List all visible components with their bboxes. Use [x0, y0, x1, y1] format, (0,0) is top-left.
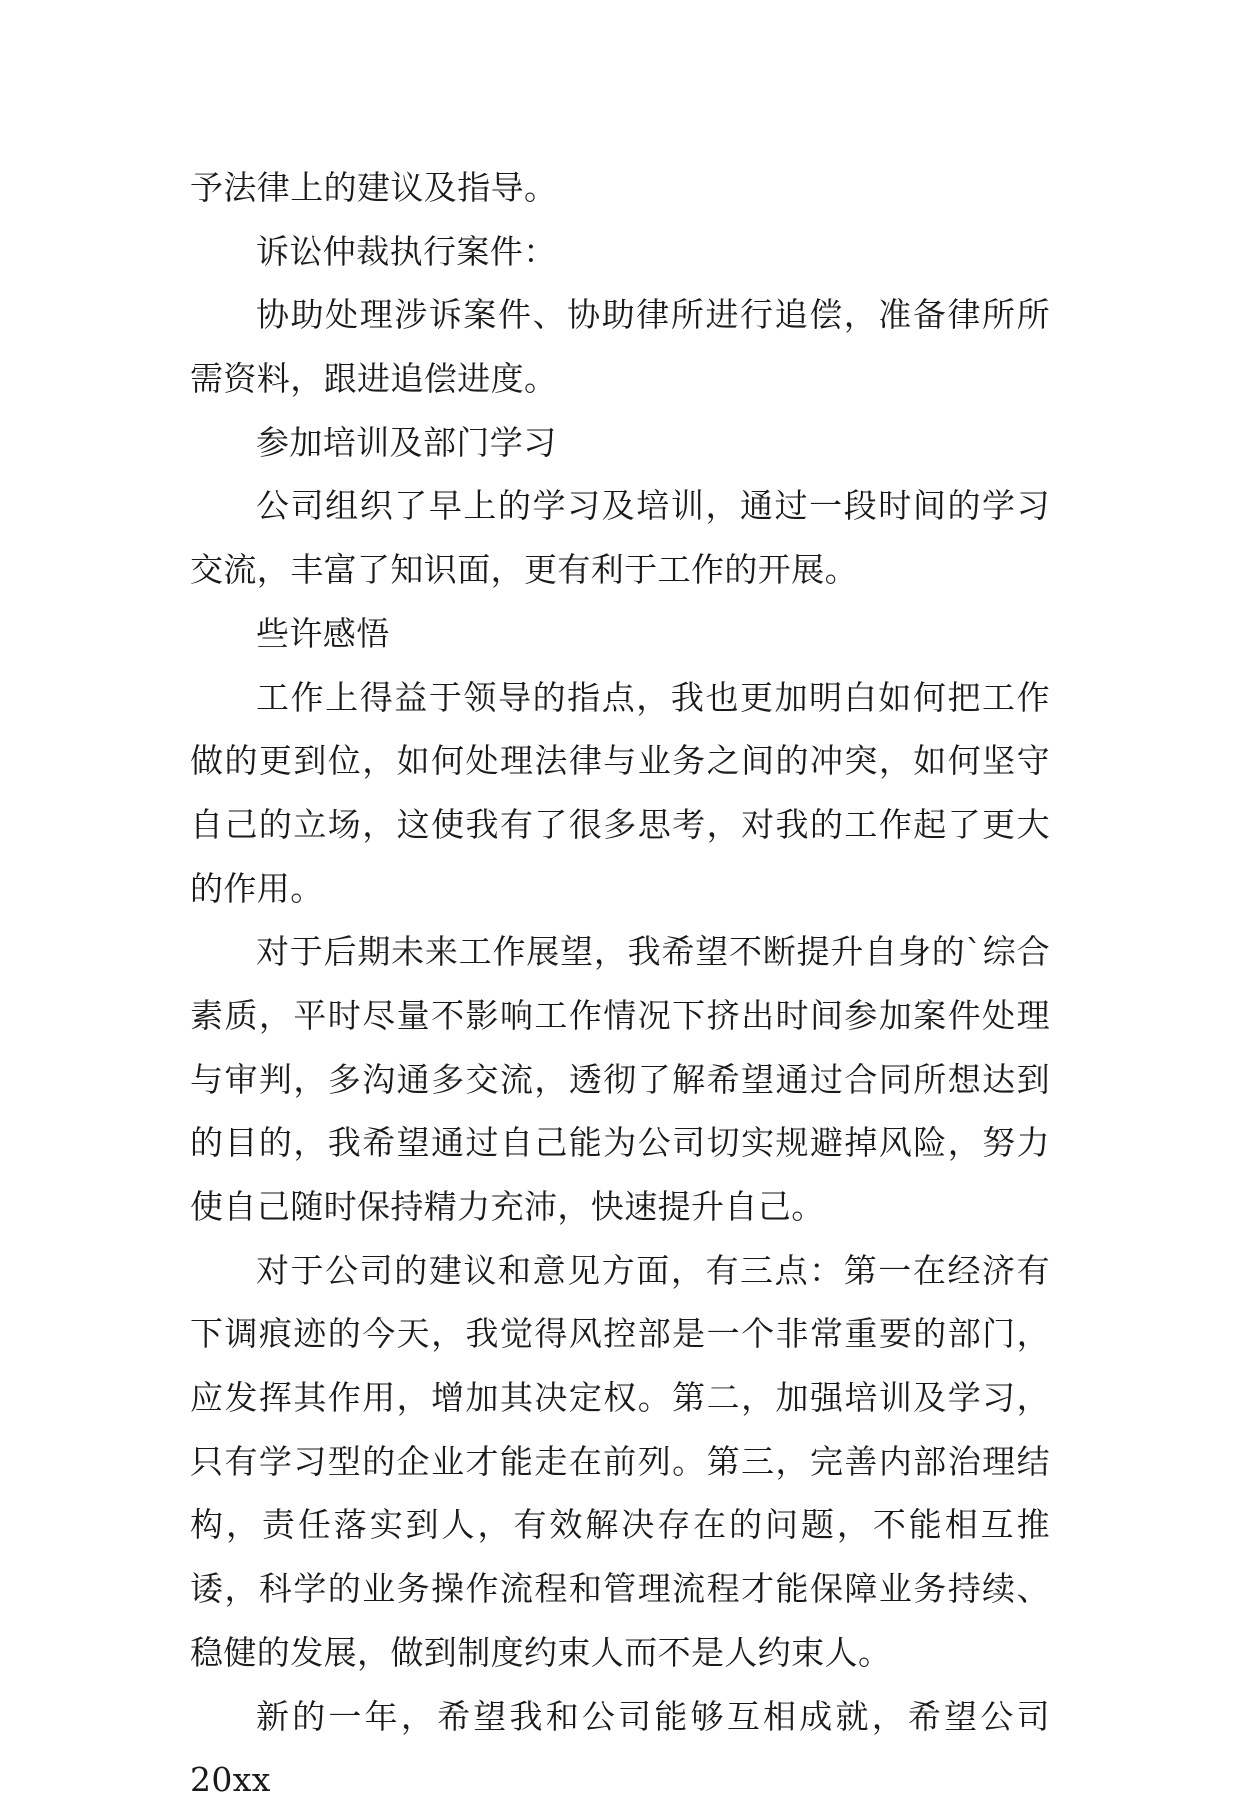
section-heading-litigation: 诉讼仲裁执行案件：	[256, 231, 557, 271]
section-heading-reflections: 些许感悟	[256, 613, 390, 653]
paragraph-training: 公司组织了早上的学习及培训，通过一段时间的学习交流，丰富了知识面，更有利于工作的开展。	[190, 486, 1050, 590]
paragraph-new-year: 新的一年，希望我和公司能够互相成就，希望公司20xx	[190, 1696, 1050, 1800]
paragraph-outlook: 对于后期未来工作展望，我希望不断提升自身的`综合素质，平时尽量不影响工作情况下挤出时间参加案件处理与审判，多沟通多交流，透彻了解希望通过合同所想达到的目的，我希望通过自己能为公司切实规避掉风险，努力使自己随时保持精力充沛，快速提升自己。	[190, 932, 1050, 1226]
paragraph-suggestions: 对于公司的建议和意见方面，有三点：第一在经济有下调痕迹的今天，我觉得风控部是一个非常重要的部门，应发挥其作用，增加其决定权。第二，加强培训及学习，只有学习型的企业才能走在前列。第三，完善内部治理结构，责任落实到人，有效解决存在的问题，不能相互推诿，科学的业务操作流程和管理流程才能保障业务持续、稳健的发展，做到制度约束人而不是人约束人。	[190, 1250, 1050, 1672]
paragraph-continuation: 予法律上的建议及指导。	[190, 168, 558, 207]
paragraph-reflections: 工作上得益于领导的指点，我也更加明白如何把工作做的更到位，如何处理法律与业务之间的冲突，如何坚守自己的立场，这使我有了很多思考，对我的工作起了更大的作用。	[190, 677, 1050, 908]
section-heading-training: 参加培训及部门学习	[256, 422, 557, 462]
paragraph-litigation: 协助处理涉诉案件、协助律所进行追偿，准备律所所需资料，跟进追偿进度。	[190, 295, 1050, 399]
document-body	[190, 156, 1050, 1812]
